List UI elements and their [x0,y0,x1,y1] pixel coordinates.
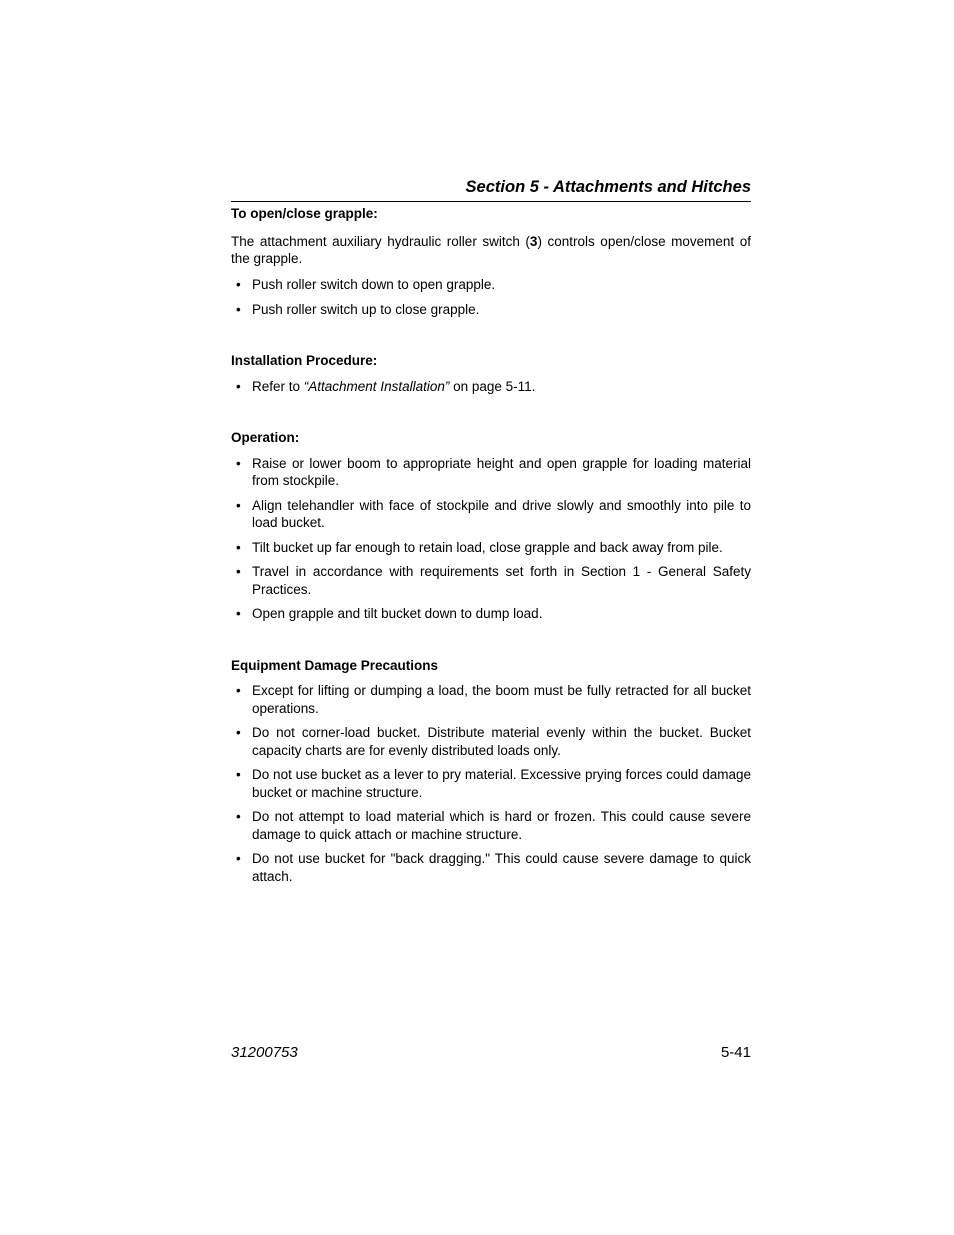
list-item: • Raise or lower boom to appropriate height and open grapple for loading material from stockpile. [236,455,751,488]
installation-bullet-list [231,378,751,396]
list-item: • Align telehandler with face of stockpile and drive slowly and smoothly into pile to load bucket. [236,497,751,530]
switch-number: 3 [529,233,538,249]
bullet-icon: • [236,455,241,471]
list-item: • Do not corner-load bucket. Distribute material evenly within the bucket. Bucket capacity charts are for evenly distributed loads only. [236,725,751,758]
bullet-icon: • [236,683,241,698]
grapple-intro: The attachment auxiliary hydraulic roller switch (3) controls open/close movement of the grapple. [231,233,751,266]
list-item: • Push roller switch down to open grapple. [236,276,496,292]
page-content [231,205,751,885]
list-item: • Do not attempt to load material which is hard or frozen. This could cause severe damage to quick attach or machine structure. [236,809,751,842]
bullet-icon: • [236,725,241,740]
list-item: • Tilt bucket up far enough to retain load, close grapple and back away from pile. [236,539,723,555]
list-item: • Refer to “Attachment Installation” on page 5-11. [236,378,536,394]
section-title: Section 5 - Attachments and Hitches [465,178,751,196]
grapple-bullet-list [231,276,751,319]
list-item: • Open grapple and tilt bucket down to dump load. [236,606,543,621]
bullet-icon: • [236,767,241,782]
document-number: 31200753 [231,1044,298,1061]
page-number: 5-41 [720,1044,751,1061]
bullet-icon: • [236,497,241,513]
list-item: • Travel in accordance with requirements set forth in Section 1 - General Safety Practices. [236,564,751,597]
operation-bullet-list [231,455,751,623]
operation-heading: Operation: [231,430,300,445]
grapple-heading: To open/close grapple: [231,206,378,221]
bullet-icon: • [236,378,241,394]
cross-reference: “Attachment Installation” [303,378,450,394]
list-item: • Do not use bucket as a lever to pry material. Excessive prying forces could damage bucket or machine structure. [236,767,751,800]
damage-bullet-list [231,682,751,885]
installation-heading: Installation Procedure: [231,353,378,368]
bullet-icon: • [236,276,241,292]
bullet-icon: • [236,539,241,555]
document-page [231,0,751,1235]
section-header [231,174,751,202]
bullet-icon: • [236,301,241,317]
bullet-icon: • [236,564,241,579]
bullet-icon: • [236,851,241,866]
list-item: • Do not use bucket for "back dragging." This could cause severe damage to quick attach. [236,851,751,884]
bullet-icon: • [236,809,241,824]
list-item: • Except for lifting or dumping a load, the boom must be fully retracted for all bucket operations. [236,683,751,716]
list-item: • Push roller switch up to close grapple. [236,301,480,317]
damage-heading: Equipment Damage Precautions [231,657,439,673]
bullet-icon: • [236,606,241,621]
